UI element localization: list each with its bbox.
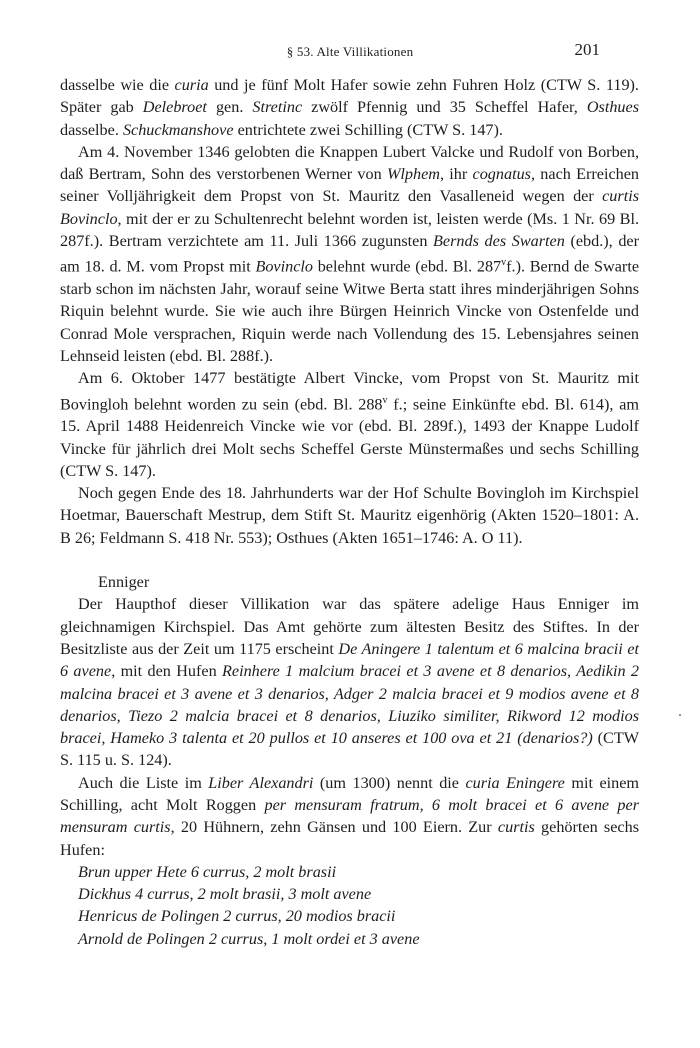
paragraph-curia-holz: dasselbe wie die curia und je fünf Molt Hafer sowie zehn Fuhren Holz (CTW S. 119). Später gab Delebroet gen. Stretinc zwölf Pfennig und 35 Scheffel Hafer, Osthues dasselbe. Schuckmanshove entrichtete zwei Schilling (CTW S. 147). xyxy=(60,76,640,139)
body-text xyxy=(60,74,639,950)
running-head: § 53. Alte Villikationen xyxy=(286,44,414,59)
paragraph-haupthof: Der Haupthof dieser Villikation war das spätere adelige Haus Enniger im gleichnamigen Kirchspiel. Das Amt gehörte zum ältesten Besitz des Stiftes. In der Besitzliste aus der Zeit um 1175 erscheint De Aningere 1 talentum et 6 malcina bracii et 6 avene, mit den Hufen Reinhere 1 malcium bracei et 3 avene et 8 denarios, Aedikin 2 malcina bracei et 3 avene et 3 denarios, Adger 2 malcia bracei et 9 modios avene et 8 denarios, Tiezo 2 malcia bracei et 8 denarios, Liuziko similiter, Rikword 12 modios bracei, Hameko 3 talenta et 20 pullos et 10 anseres et 100 ova et 21 (denarios?) (CTW S. 115 u. S. 124). xyxy=(60,595,640,770)
list-item: Arnold de Polingen 2 currus, 1 molt ordei et 3 avene xyxy=(78,929,420,948)
list-item: Henricus de Polingen 2 currus, 20 modios bracii xyxy=(78,907,396,926)
section-heading-enniger: Enniger xyxy=(98,573,150,592)
hufen-list xyxy=(60,861,639,950)
margin-dot xyxy=(679,714,681,716)
list-item: Dickhus 4 currus, 2 molt brasii, 3 molt avene xyxy=(78,885,372,904)
list-item: Brun upper Hete 6 currus, 2 molt brasii xyxy=(78,862,337,881)
paragraph-albert-vincke: Am 6. Oktober 1477 bestätigte Albert Vincke, vom Propst von St. Mauritz mit Bovingloh belehnt worden zu sein (ebd. Bl. 288$^v$ f.; seine Einkünfte ebd. Bl. 614), am 15. April 1488 Heidenreich Vincke wie vor (ebd. Bl. 289f.), 1493 der Knappe Ludolf Vincke für jährlich drei Molt sechs Scheffel Gerste Münstermaßes und sechs Schilling (CTW S. 147). xyxy=(60,369,639,480)
paragraph-schulte-bovingloh: Noch gegen Ende des 18. Jahrhunderts war der Hof Schulte Bovingloh im Kirchspiel Hoetmar, Bauerschaft Mestrup, dem Stift St. Mauritz eigenhörig (Akten 1520–1801: A. B 26; Feldmann S. 418 Nr. 553); Osthues (Akten 1651–1746: A. O 11). xyxy=(60,484,639,547)
paragraph-liber-alexandri: Auch die Liste im Liber Alexandri (um 1300) nennt die curia Eningere mit einem Schilling, acht Molt Roggen per mensuram fratrum, 6 molt bracei et 6 avene per mensuram curtis, 20 Hühnern, zehn Gänsen und 100 Eiern. Zur curtis gehörten sechs Hufen: xyxy=(60,773,640,859)
paragraph-bertram: Am 4. November 1346 gelobten die Knappen Lubert Valcke und Rudolf von Borben, daß Bertram, Sohn des verstorbenen Werner von Wlphem, ihr cognatus, nach Erreichen seiner Volljährigkeit dem Propst von St. Mauritz den Vasalleneid wegen der curtis Bovinclo, mit der er zu Schultenrecht belehnt worden ist, leisten werde (Ms. 1 Nr. 69 Bl. 287f.). Bertram verzichtete am 11. Juli 1366 zugunsten Bernds des Swarten (ebd.), der am 18. d. M. vom Propst mit Bovinclo belehnt wurde (ebd. Bl. 287$^v$f.). Bernd de Swarte starb schon im nächsten Jahr, worauf seine Witwe Berta statt ihres minderjährigen Sohns Riquin belehnt wurde. Sie wie auch ihre Bürgen Heinrich Vincke von Ostenfelde und Conrad Mole versprachen, Riquin werde nach Vollendung des 15. Lebensjahres seinen Lehnseid leisten (ebd. Bl. 288f.). xyxy=(60,142,640,365)
page-number: 201 xyxy=(574,40,600,59)
